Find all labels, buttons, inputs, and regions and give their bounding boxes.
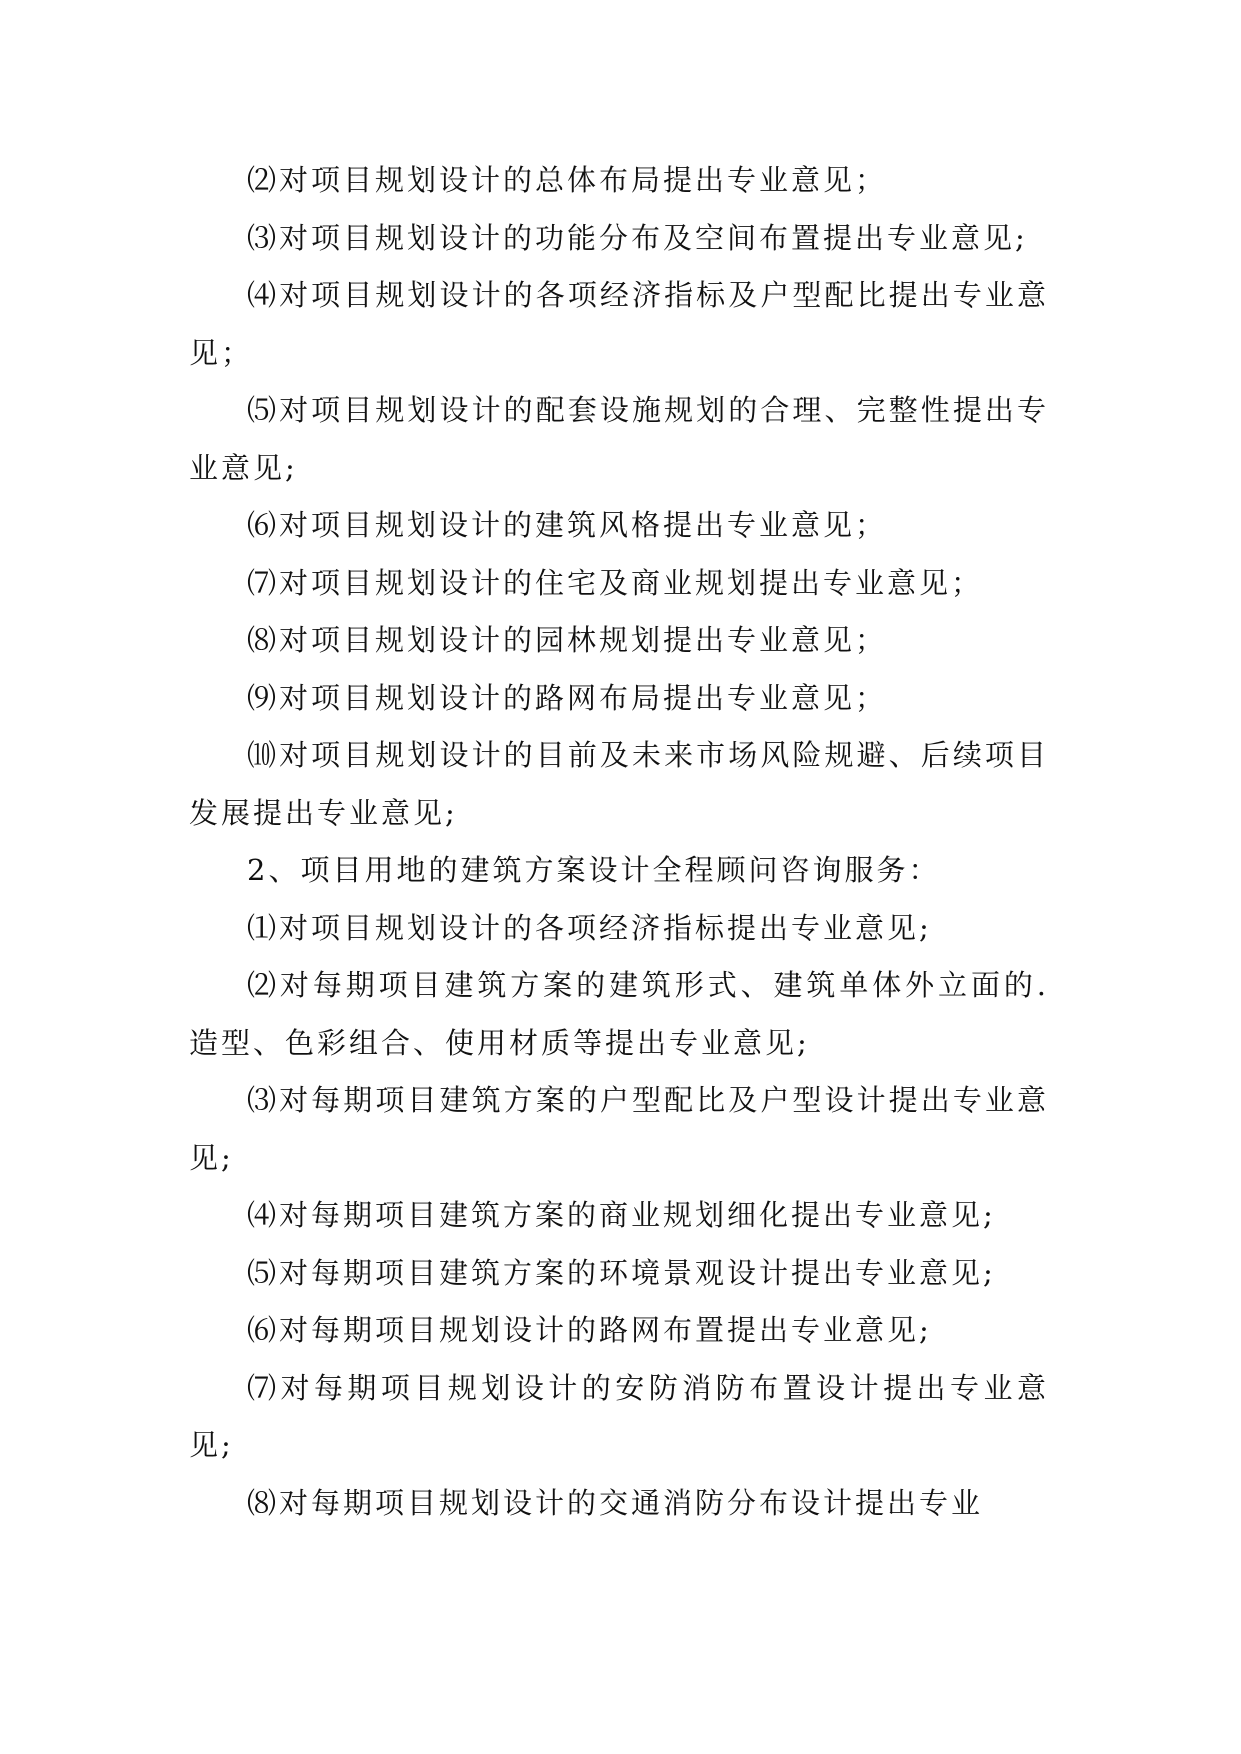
section2-item-8: ⑻对每期项目规划设计的交通消防分布设计提出专业 xyxy=(247,1485,984,1520)
section2-item-4: ⑷对每期项目建筑方案的商业规划细化提出专业意见; xyxy=(247,1198,996,1232)
paragraph-5: ⑸对项目规划设计的配套设施规划的合理、完整性提出专业意见; xyxy=(189,393,1049,485)
paragraph-2: ⑵对项目规划设计的总体布局提出专业意见； xyxy=(247,163,888,197)
paragraph-6: ⑹对项目规划设计的建筑风格提出专业意见； xyxy=(247,508,888,542)
paragraph-7: ⑺对项目规划设计的住宅及商业规划提出专业意见； xyxy=(247,565,984,600)
section-heading-2: 2、项目用地的建筑方案设计全程顾问咨询服务： xyxy=(247,853,941,887)
paragraph-8: ⑻对项目规划设计的园林规划提出专业意见； xyxy=(247,623,888,657)
paragraph-4: ⑷对项目规划设计的各项经济指标及户型配比提出专业意见； xyxy=(189,278,1049,370)
paragraph-9: ⑼对项目规划设计的路网布局提出专业意见； xyxy=(247,680,888,715)
section2-item-1: ⑴对项目规划设计的各项经济指标提出专业意见; xyxy=(247,910,932,945)
section2-item-5: ⑸对每期项目建筑方案的环境景观设计提出专业意见; xyxy=(247,1255,996,1290)
paragraph-3: ⑶对项目规划设计的功能分布及空间布置提出专业意见; xyxy=(247,220,1028,255)
paragraph-10: ⑽对项目规划设计的目前及未来市场风险规避、后续项目发展提出专业意见; xyxy=(189,738,1049,830)
section2-item-3: ⑶对每期项目建筑方案的户型配比及户型设计提出专业意见; xyxy=(189,1083,1049,1175)
document-body xyxy=(189,152,1049,1532)
section2-item-7: ⑺对每期项目规划设计的安防消防布置设计提出专业意见; xyxy=(189,1370,1049,1462)
section2-item-6: ⑹对每期项目规划设计的路网布置提出专业意见; xyxy=(247,1313,932,1347)
section2-item-2: ⑵对每期项目建筑方案的建筑形式、建筑单体外立面的.造型、色彩组合、使用材质等提出专业意见; xyxy=(189,968,1049,1060)
